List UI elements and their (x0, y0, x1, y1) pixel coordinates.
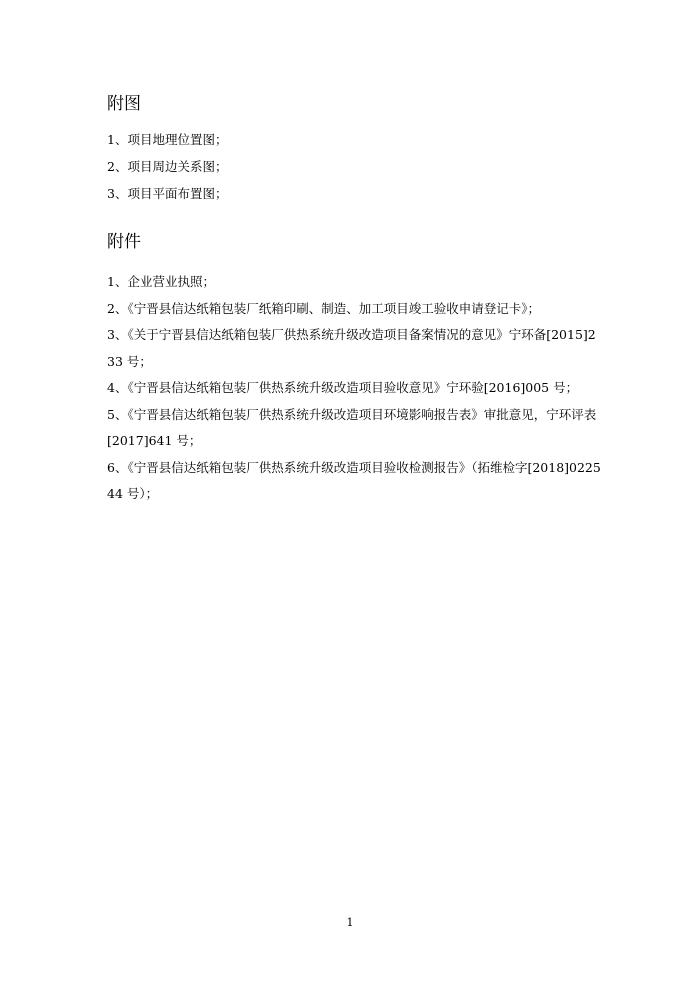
list-item: 1、项目地理位置图； (107, 132, 228, 147)
attachments-heading: 附件 (107, 232, 141, 252)
attachments-list (107, 269, 602, 508)
figures-heading: 附图 (107, 94, 141, 114)
list-item: 3、《关于宁晋县信达纸箱包装厂供热系统升级改造项目备案情况的意见》宁环备[2015]233 号； (107, 327, 596, 369)
list-item: 2、项目周边关系图； (107, 159, 228, 174)
list-item: 5、《宁晋县信达纸箱包装厂供热系统升级改造项目环境影响报告表》审批意见，宁环评表[2017]641 号； (107, 406, 597, 448)
list-item: 6、《宁晋县信达纸箱包装厂供热系统升级改造项目验收检测报告》（拓维检字[2018]022544 号）； (107, 459, 601, 501)
figures-section (107, 94, 602, 207)
page-number: 1 (346, 916, 354, 929)
figures-list (107, 126, 602, 207)
list-item: 2、《宁晋县信达纸箱包装厂纸箱印刷、制造、加工项目竣工验收申请登记卡》； (107, 300, 540, 316)
list-item: 3、项目平面布置图； (107, 186, 228, 201)
list-item: 1、企业营业执照； (107, 274, 215, 289)
list-item: 4、《宁晋县信达纸箱包装厂供热系统升级改造项目验收意见》宁环验[2016]005 号； (107, 380, 579, 395)
attachments-section (107, 232, 602, 508)
